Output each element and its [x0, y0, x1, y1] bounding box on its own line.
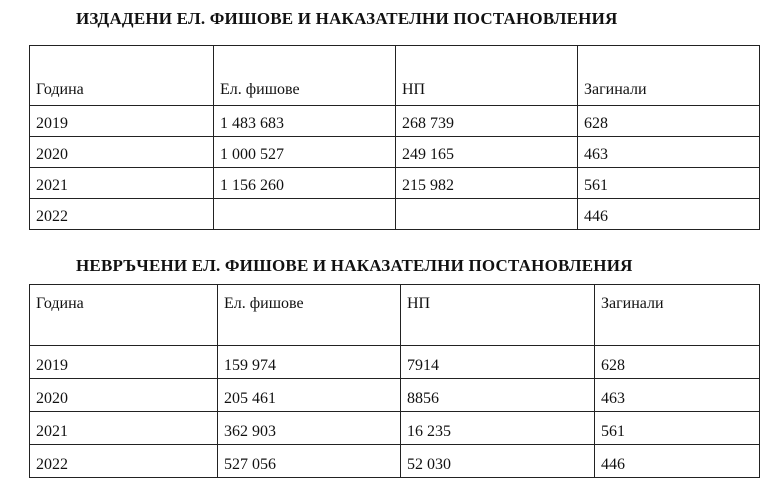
cell-e-fines: 527 056: [218, 445, 401, 478]
header-fatalities: Загинали: [595, 285, 760, 346]
cell-fatalities: 446: [595, 445, 760, 478]
cell-fatalities: 561: [595, 412, 760, 445]
header-penalty-decrees: НП: [401, 285, 595, 346]
undelivered-fines-table: [29, 284, 760, 478]
cell-year: 2020: [30, 379, 218, 412]
cell-penalty-decrees: [396, 199, 578, 230]
header-year: Година: [30, 46, 214, 106]
header-e-fines: Ел. фишове: [214, 46, 396, 106]
cell-penalty-decrees: 8856: [401, 379, 595, 412]
issued-table-title: ИЗДАДЕНИ ЕЛ. ФИШОВЕ И НАКАЗАТЕЛНИ ПОСТАНОВЛЕНИЯ: [76, 9, 618, 28]
table-header-row: [30, 285, 760, 346]
cell-fatalities: 463: [578, 137, 760, 168]
cell-penalty-decrees: 215 982: [396, 168, 578, 199]
cell-fatalities: 628: [578, 106, 760, 137]
table-header-row: [30, 46, 760, 106]
header-year: Година: [30, 285, 218, 346]
cell-e-fines: 159 974: [218, 346, 401, 379]
cell-year: 2019: [30, 346, 218, 379]
cell-penalty-decrees: 7914: [401, 346, 595, 379]
table-row: [30, 379, 760, 412]
cell-fatalities: 463: [595, 379, 760, 412]
cell-penalty-decrees: 52 030: [401, 445, 595, 478]
header-e-fines: Ел. фишове: [218, 285, 401, 346]
cell-fatalities: 446: [578, 199, 760, 230]
cell-e-fines: 362 903: [218, 412, 401, 445]
table-row: [30, 445, 760, 478]
cell-fatalities: 561: [578, 168, 760, 199]
cell-penalty-decrees: 268 739: [396, 106, 578, 137]
cell-year: 2019: [30, 106, 214, 137]
cell-year: 2021: [30, 168, 214, 199]
header-fatalities: Загинали: [578, 46, 760, 106]
table-row: [30, 346, 760, 379]
cell-e-fines: 1 000 527: [214, 137, 396, 168]
undelivered-table-title: НЕВРЪЧЕНИ ЕЛ. ФИШОВЕ И НАКАЗАТЕЛНИ ПОСТАНОВЛЕНИЯ: [76, 256, 633, 275]
cell-year: 2022: [30, 445, 218, 478]
cell-e-fines: [214, 199, 396, 230]
cell-e-fines: 205 461: [218, 379, 401, 412]
cell-year: 2022: [30, 199, 214, 230]
table-row: [30, 199, 760, 230]
cell-fatalities: 628: [595, 346, 760, 379]
cell-e-fines: 1 156 260: [214, 168, 396, 199]
table-row: [30, 412, 760, 445]
cell-year: 2021: [30, 412, 218, 445]
issued-fines-table: [29, 45, 760, 230]
table-row: [30, 137, 760, 168]
cell-penalty-decrees: 16 235: [401, 412, 595, 445]
table-row: [30, 168, 760, 199]
cell-year: 2020: [30, 137, 214, 168]
cell-penalty-decrees: 249 165: [396, 137, 578, 168]
table-row: [30, 106, 760, 137]
cell-e-fines: 1 483 683: [214, 106, 396, 137]
header-penalty-decrees: НП: [396, 46, 578, 106]
